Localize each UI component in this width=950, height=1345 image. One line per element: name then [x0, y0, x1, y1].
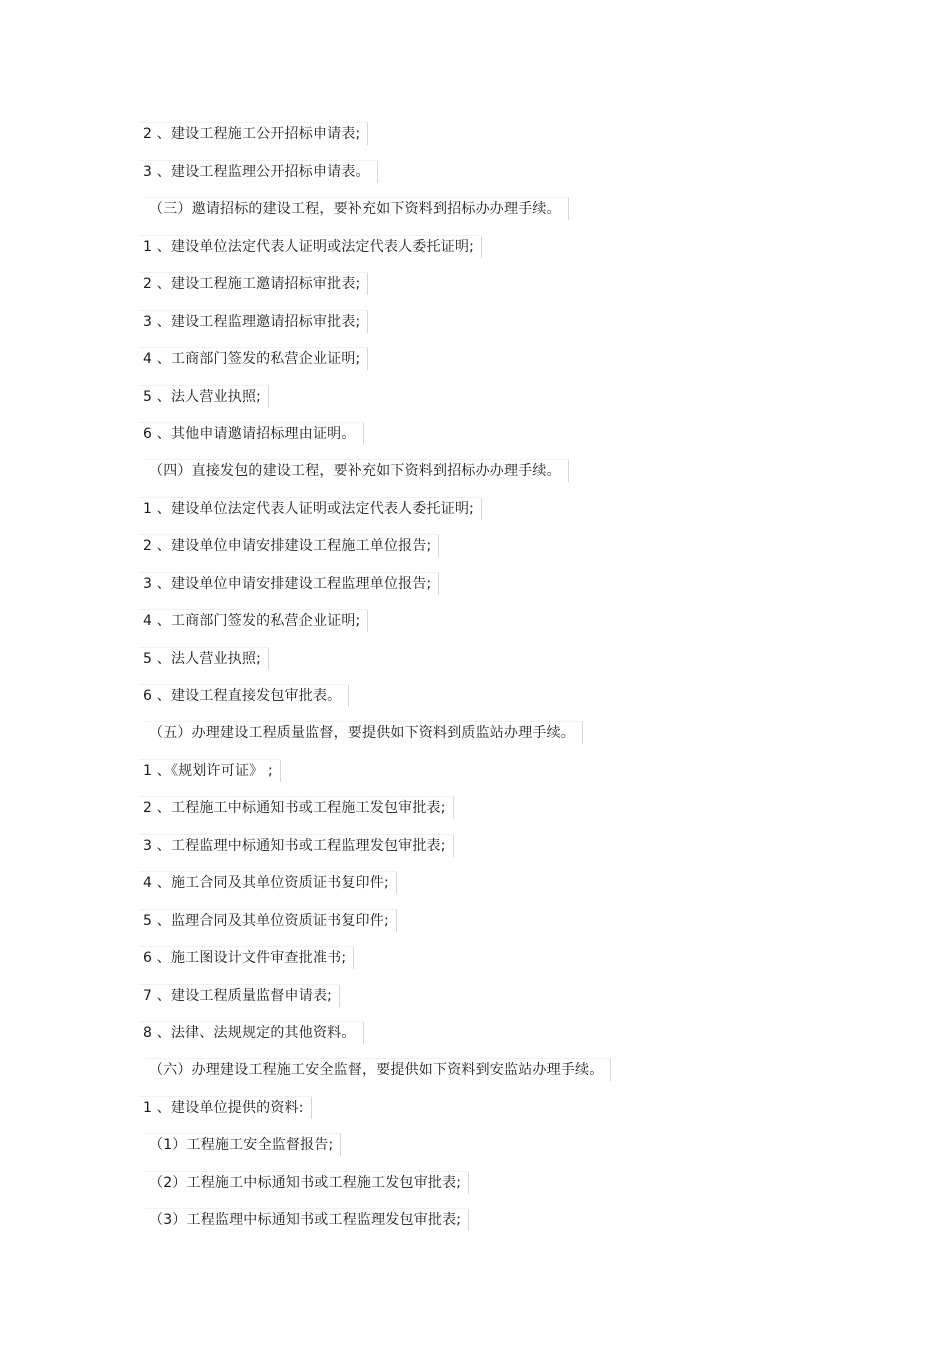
- list-item: 3 、建设单位申请安排建设工程监理单位报告;: [143, 573, 431, 595]
- list-item: 1 、建设单位提供的资料:: [143, 1097, 304, 1119]
- list-item: 2 、建设工程施工公开招标申请表;: [143, 123, 360, 145]
- list-item: 2 、工程施工中标通知书或工程施工发包审批表;: [143, 797, 446, 819]
- list-item: 6 、施工图设计文件审查批准书;: [143, 947, 346, 969]
- list-item: 5 、监理合同及其单位资质证书复印件;: [143, 910, 389, 932]
- list-item: 5 、法人营业执照;: [143, 386, 261, 408]
- list-item: 6 、建设工程直接发包审批表。: [143, 685, 341, 707]
- list-item: 1 、建设单位法定代表人证明或法定代表人委托证明;: [143, 498, 474, 520]
- list-item: 1 、《规划许可证》 ;: [143, 760, 273, 782]
- section-heading: （三）邀请招标的建设工程，要补充如下资料到招标办办理手续。: [149, 198, 561, 220]
- list-item: 2 、建设工程施工邀请招标审批表;: [143, 273, 360, 295]
- section-heading: （六）办理建设工程施工安全监督，要提供如下资料到安监站办理手续。: [149, 1059, 603, 1081]
- section-heading: （五）办理建设工程质量监督，要提供如下资料到质监站办理手续。: [149, 722, 575, 744]
- list-item: 4 、工商部门签发的私营企业证明;: [143, 610, 360, 632]
- list-item: 1 、建设单位法定代表人证明或法定代表人委托证明;: [143, 236, 474, 258]
- sub-list-item: （2）工程施工中标通知书或工程施工发包审批表;: [149, 1172, 461, 1194]
- list-item: 3 、工程监理中标通知书或工程监理发包审批表;: [143, 835, 446, 857]
- list-item: 4 、工商部门签发的私营企业证明;: [143, 348, 360, 370]
- sub-list-item: （1）工程施工安全监督报告;: [149, 1134, 333, 1156]
- list-item: 4 、施工合同及其单位资质证书复印件;: [143, 872, 389, 894]
- list-item: 3 、建设工程监理公开招标申请表。: [143, 161, 370, 183]
- section-heading: （四）直接发包的建设工程，要补充如下资料到招标办办理手续。: [149, 460, 561, 482]
- list-item: 5 、法人营业执照;: [143, 648, 261, 670]
- list-item: 2 、建设单位申请安排建设工程施工单位报告;: [143, 535, 431, 557]
- list-item: 6 、其他申请邀请招标理由证明。: [143, 423, 356, 445]
- list-item: 3 、建设工程监理邀请招标审批表;: [143, 311, 360, 333]
- list-item: 8 、法律、法规规定的其他资料。: [143, 1022, 356, 1044]
- sub-list-item: （3）工程监理中标通知书或工程监理发包审批表;: [149, 1209, 461, 1231]
- list-item: 7 、建设工程质量监督申请表;: [143, 985, 332, 1007]
